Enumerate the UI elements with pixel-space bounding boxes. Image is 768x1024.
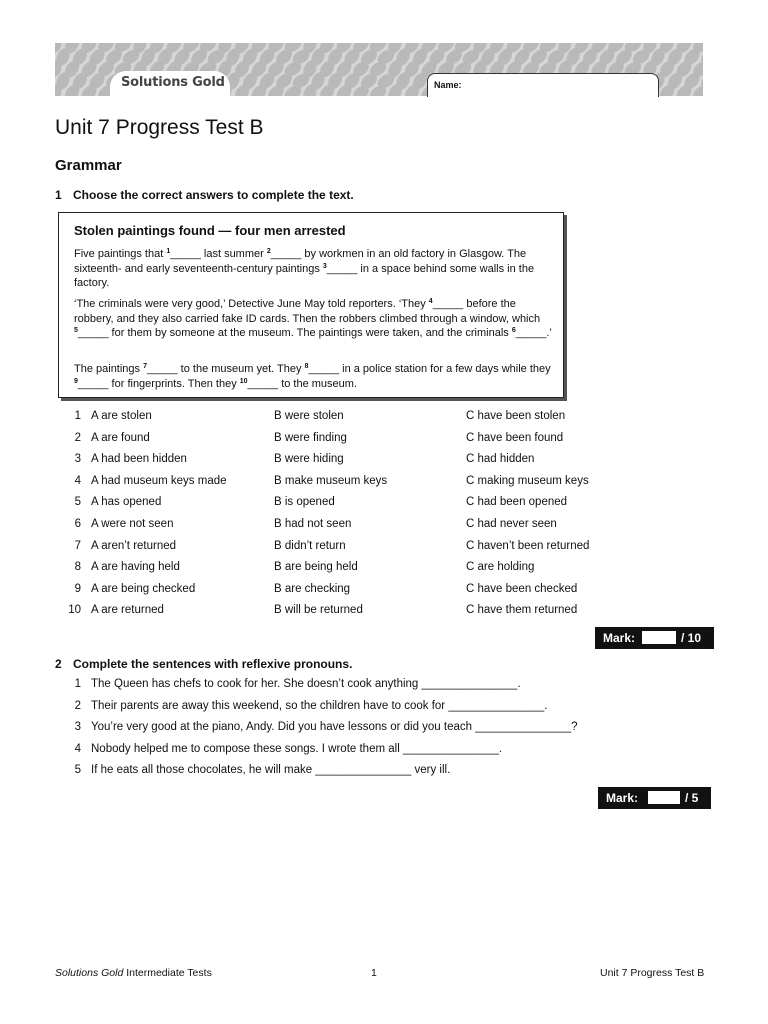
mark-box-q2	[598, 787, 711, 809]
question-2-heading	[55, 657, 352, 671]
option-b[interactable]: B were stolen	[274, 410, 344, 422]
mark-total: / 5	[685, 791, 699, 805]
brand-name: Solutions Gold	[121, 75, 225, 90]
option-row	[0, 475, 768, 489]
sentence-text: Nobody helped me to compose these songs. I wrote them all _______________.	[91, 742, 503, 755]
sentence-text: You’re very good at the piano, Andy. Did you have lessons or did you teach _______________?	[91, 721, 578, 733]
option-row	[0, 604, 768, 618]
sentence-number: 1	[74, 678, 81, 690]
page-number: 1	[371, 967, 377, 979]
option-row	[0, 583, 768, 597]
option-a[interactable]: A are being checked	[91, 582, 196, 595]
option-number: 9	[74, 582, 81, 595]
text-segment: _____ to the museum.	[247, 377, 358, 390]
option-b[interactable]: B is opened	[274, 496, 335, 509]
option-c[interactable]: C have been stolen	[466, 410, 566, 422]
sentence-row	[0, 700, 768, 714]
text-segment: _____ in a police station for a few days while they	[308, 363, 551, 375]
option-c[interactable]: C had been opened	[466, 496, 568, 509]
option-a[interactable]: A had been hidden	[91, 453, 187, 466]
reading-paragraph	[74, 297, 558, 341]
option-c[interactable]: C haven’t been returned	[466, 539, 590, 552]
option-a[interactable]: A are found	[91, 431, 150, 444]
option-number: 8	[74, 561, 81, 574]
option-c[interactable]: C have been checked	[466, 582, 578, 595]
text-segment: Five paintings that	[74, 248, 167, 260]
option-row	[0, 540, 768, 554]
option-row	[0, 432, 768, 446]
option-b[interactable]: B make museum keys	[274, 474, 388, 487]
text-segment: _____ by workmen in an old factory in Glasgow. The sixteenth- and early seventeenth-century paintings	[74, 248, 527, 275]
option-a[interactable]: A has opened	[91, 496, 162, 509]
section-title: Grammar	[55, 157, 122, 174]
sentence-text: Their parents are away this weekend, so the children have to cook for _______________.	[91, 699, 548, 712]
option-b[interactable]: B were finding	[274, 431, 347, 444]
option-b[interactable]: B will be returned	[274, 604, 363, 617]
sentence-row	[0, 743, 768, 757]
gap-number: 5	[74, 327, 78, 334]
sentence-row	[0, 721, 768, 735]
option-row	[0, 453, 768, 467]
sentence-row	[0, 764, 768, 778]
gap-number: 1	[166, 248, 171, 255]
mark-label: Mark:	[606, 791, 639, 805]
footer-left	[55, 967, 212, 979]
option-c[interactable]: C had never seen	[466, 518, 557, 530]
option-number: 1	[74, 410, 81, 422]
name-label: Name:	[434, 80, 462, 90]
question-number: 2	[55, 657, 62, 671]
reading-paragraph	[74, 362, 558, 391]
text-segment: _____ in a space behind some walls in the factory.	[74, 262, 535, 289]
option-a[interactable]: A are stolen	[91, 410, 152, 422]
mark-label: Mark:	[603, 631, 636, 645]
text-segment: _____ before the robbery, and they also carried fake ID cards. Then the robbers climbed through a window, which	[74, 298, 541, 325]
option-row	[0, 496, 768, 510]
option-a[interactable]: A had museum keys made	[91, 474, 227, 487]
sentence-text: The Queen has chefs to cook for her. She doesn’t cook anything _______________.	[91, 678, 521, 690]
sentence-number: 4	[74, 742, 81, 755]
option-c[interactable]: C have them returned	[466, 604, 578, 617]
sentence-number: 2	[74, 699, 81, 712]
page-title: Unit 7 Progress Test B	[55, 116, 264, 139]
question-instruction: Choose the correct answers to complete the text.	[73, 188, 354, 202]
option-b[interactable]: B are checking	[274, 582, 351, 595]
option-b[interactable]: B were hiding	[274, 453, 344, 466]
option-c[interactable]: C had hidden	[466, 453, 535, 466]
option-number: 4	[74, 474, 81, 487]
text-segment: ‘The criminals were very good,’ Detective June May told reporters. ‘They	[74, 298, 429, 310]
gap-number: 6	[511, 327, 516, 334]
question-instruction: Complete the sentences with reflexive pronouns.	[73, 657, 353, 671]
gap-number: 3	[322, 262, 327, 270]
name-field[interactable]	[427, 73, 659, 97]
mark-box-q1	[595, 627, 714, 649]
text-segment: _____ for fingerprints. Then they	[77, 377, 240, 390]
question-number: 1	[55, 188, 62, 202]
text-segment: The paintings	[74, 363, 144, 375]
sentence-number: 5	[74, 764, 81, 776]
option-row	[0, 410, 768, 424]
text-segment: _____ to the museum yet. They	[147, 363, 305, 375]
option-row	[0, 518, 768, 532]
reading-title: Stolen paintings found — four men arrested	[74, 223, 346, 238]
option-number: 2	[74, 431, 81, 444]
option-b[interactable]: B are being held	[274, 561, 358, 574]
option-b[interactable]: B had not seen	[274, 518, 352, 530]
gap-number: 9	[74, 377, 78, 385]
option-number: 7	[74, 539, 81, 552]
option-row	[0, 561, 768, 575]
mark-blank[interactable]	[642, 631, 676, 644]
option-a[interactable]: A are returned	[91, 604, 164, 617]
sentence-text: If he eats all those chocolates, he will make _______________ very ill.	[91, 764, 451, 776]
footer-right: Unit 7 Progress Test B	[600, 967, 705, 979]
option-number: 6	[74, 518, 81, 530]
mark-blank[interactable]	[648, 791, 680, 804]
gap-number: 10	[239, 377, 248, 385]
reading-paragraph	[74, 247, 558, 291]
mark-total: / 10	[681, 631, 702, 645]
option-b[interactable]: B didn’t return	[274, 539, 346, 552]
text-segment: _____.’	[515, 327, 552, 339]
option-number: 10	[68, 604, 81, 617]
option-a[interactable]: A were not seen	[91, 518, 174, 530]
gap-number: 2	[266, 248, 271, 255]
sentence-number: 3	[74, 721, 81, 733]
option-a[interactable]: A aren’t returned	[91, 539, 177, 552]
gap-number: 4	[428, 298, 433, 305]
gap-number: 8	[304, 363, 309, 370]
footer-series: Solutions Gold	[55, 967, 124, 979]
option-c[interactable]: C have been found	[466, 431, 564, 444]
footer-subtitle: Intermediate Tests	[123, 967, 212, 979]
text-segment: _____ last summer	[170, 248, 267, 260]
text-segment: _____ for them by someone at the museum. The paintings were taken, and the criminals	[77, 327, 512, 339]
option-a[interactable]: A are having held	[91, 561, 180, 574]
gap-number: 7	[143, 363, 148, 370]
option-number: 3	[74, 453, 81, 466]
option-c[interactable]: C are holding	[466, 561, 535, 574]
option-c[interactable]: C making museum keys	[466, 474, 589, 487]
sentence-row	[0, 678, 768, 692]
question-1-heading	[55, 188, 354, 202]
option-number: 5	[74, 496, 81, 509]
